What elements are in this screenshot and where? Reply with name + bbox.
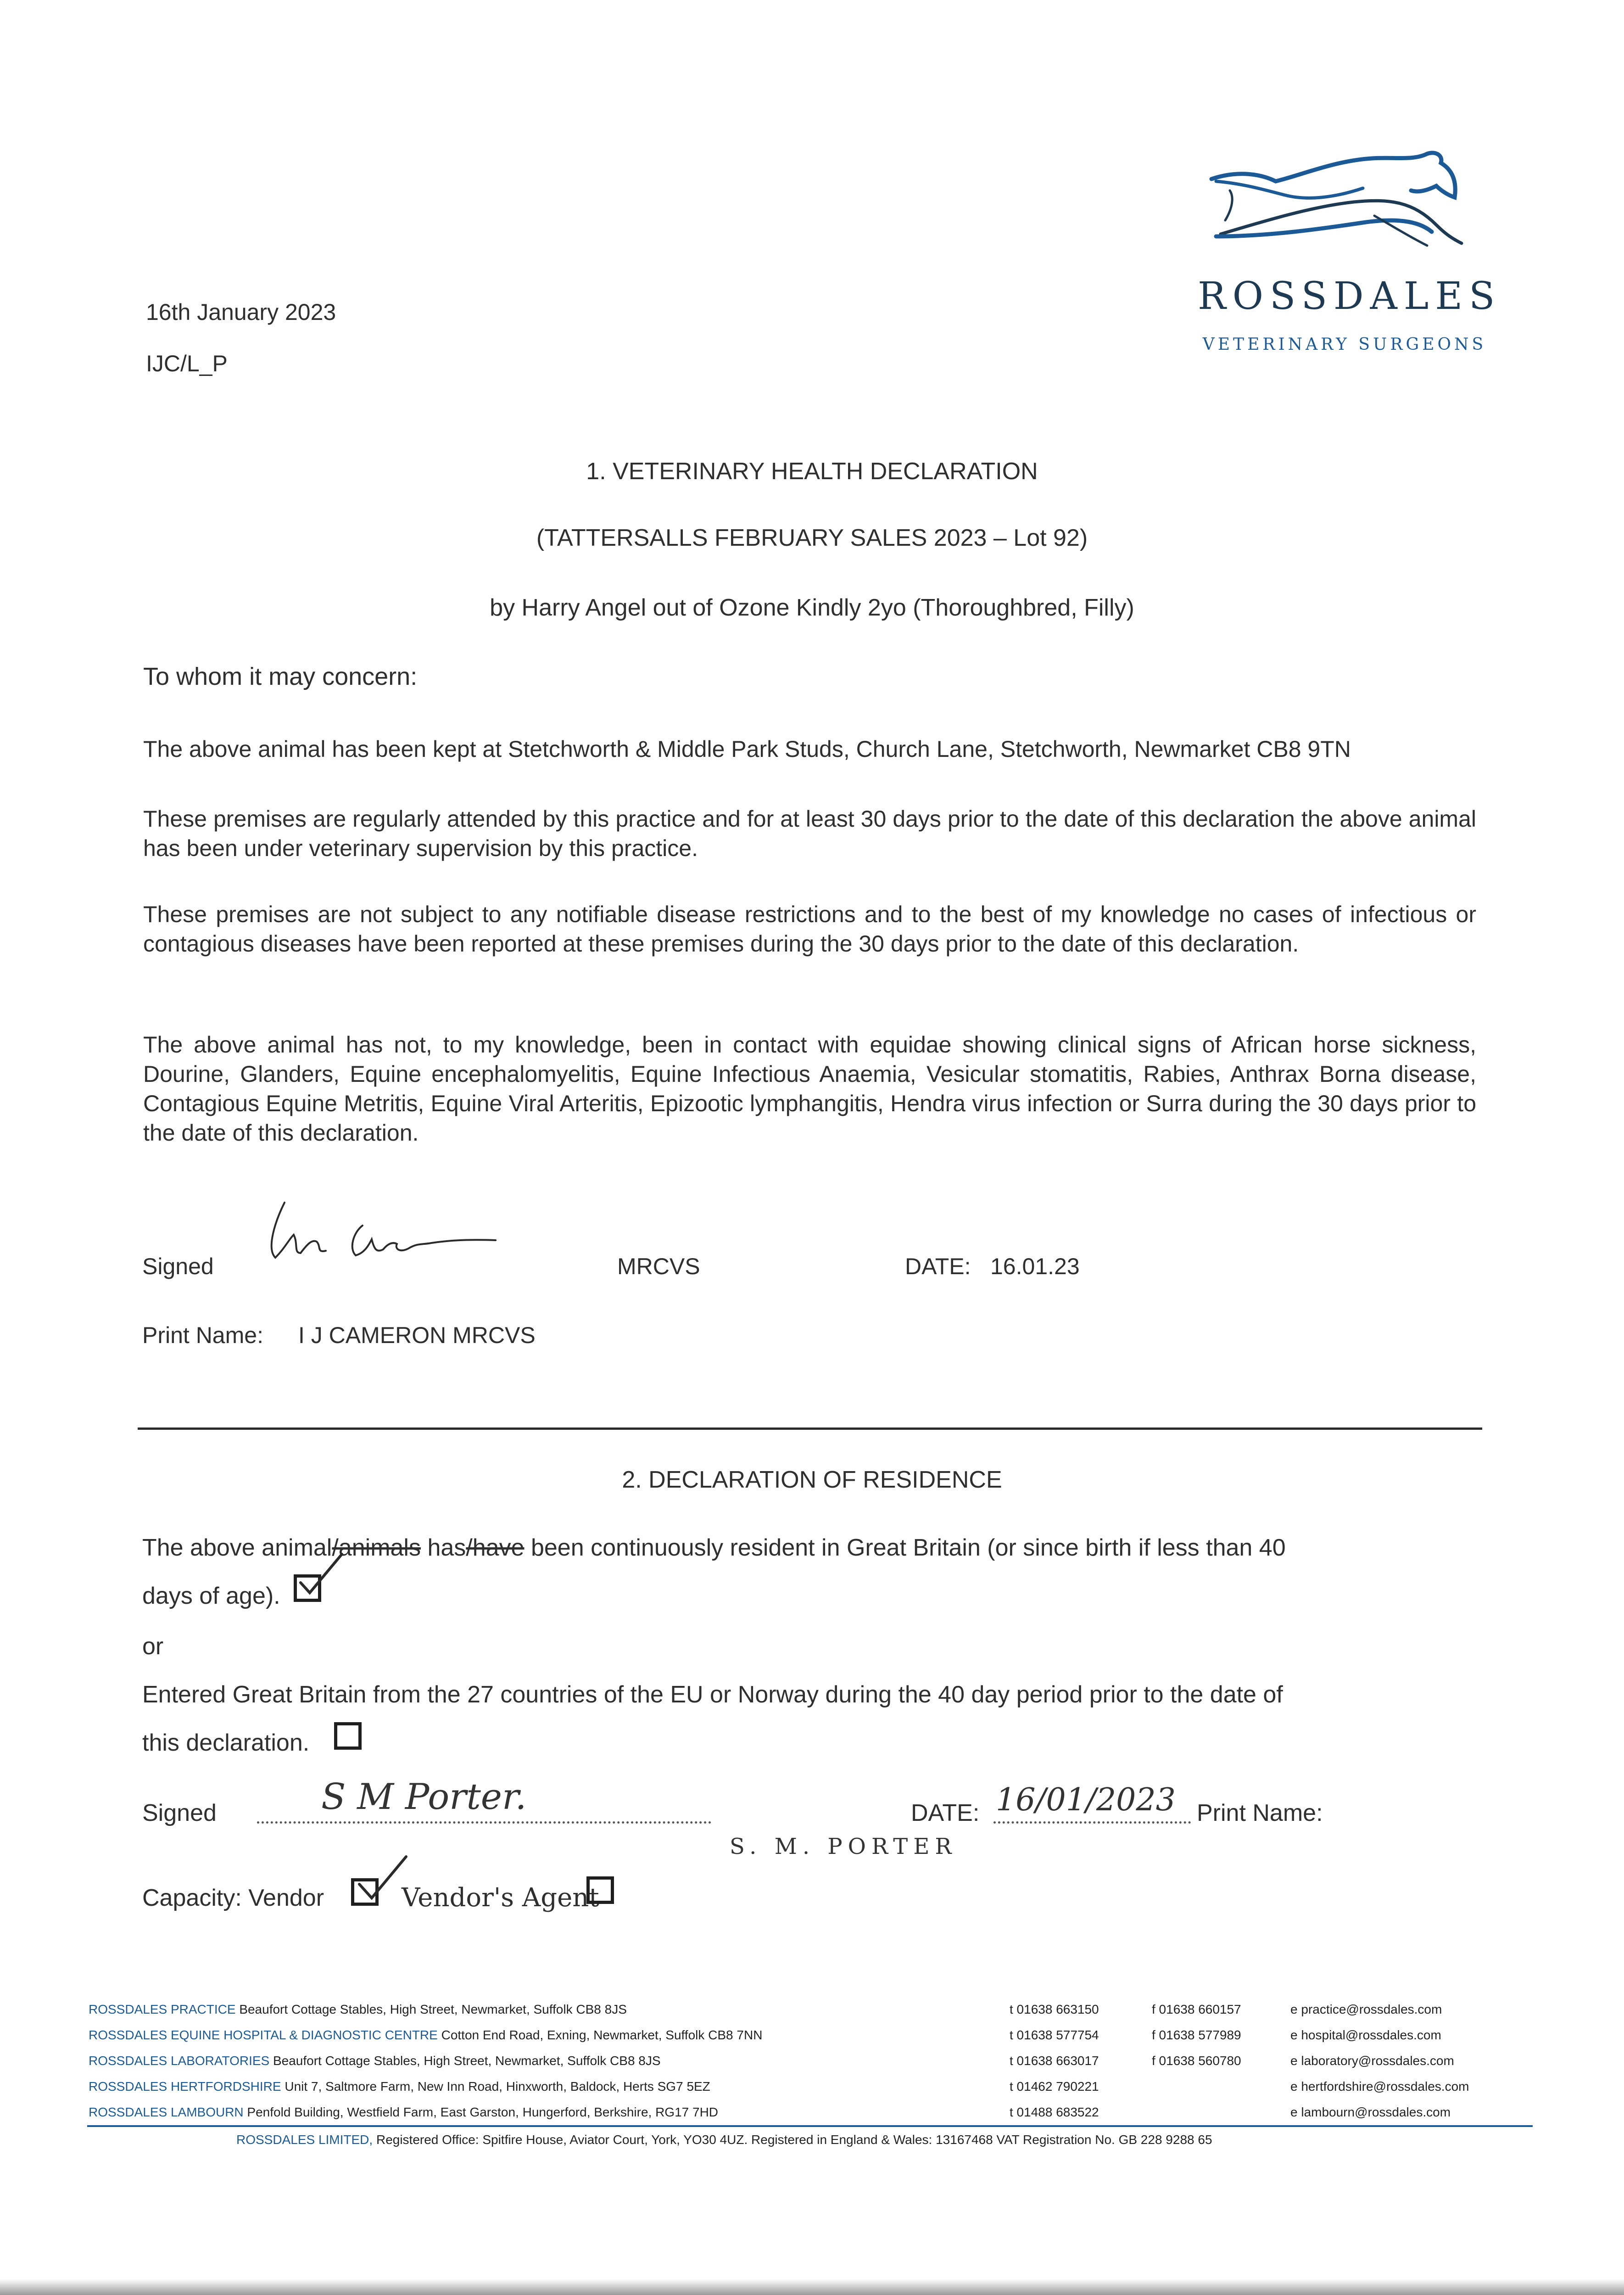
logo-subtitle: VETERINARY SURGEONS — [1202, 335, 1487, 354]
footer-address: Unit 7, Saltmore Farm, New Inn Road, Hinxworth, Baldock, Herts SG7 5EZ — [285, 2079, 710, 2093]
registered-text: Registered Office: Spitfire House, Aviator Court, York, YO30 4UZ. Registered in England & Wales: 13167468 VAT Registration No. GB 228 9288 65 — [376, 2133, 1212, 2147]
agent-checkbox[interactable] — [586, 1876, 614, 1904]
horse-head-logo-icon — [1198, 147, 1491, 285]
footer-address: Beaufort Cottage Stables, High Street, Newmarket, Suffolk CB8 8JS — [273, 2054, 661, 2068]
footer-address: Cotton End Road, Exning, Newmarket, Suffolk CB8 7NN — [441, 2028, 763, 2042]
footer-address: Penfold Building, Westfield Farm, East Garston, Hungerford, Berkshire, RG17 7HD — [247, 2105, 719, 2119]
residence-line1-b: has — [421, 1534, 466, 1561]
footer-row — [89, 2027, 762, 2043]
paragraph-supervision: These premises are regularly attended by this practice and for at least 30 days prior to the date of this declaration the above animal has been under veterinary supervision by this practice. — [143, 806, 1476, 861]
logo-name: ROSSDALES — [1198, 274, 1501, 318]
porter-signature: S M Porter. — [321, 1776, 527, 1818]
footer-tel: t 01488 683522 — [1010, 2105, 1099, 2119]
footer-address: Beaufort Cottage Stables, High Street, Newmarket, Suffolk CB8 8JS — [239, 2002, 627, 2016]
footer-label: ROSSDALES HERTFORDSHIRE — [89, 2079, 281, 2093]
entered-line: Entered Great Britain from the 27 countries of the EU or Norway during the 40 day period prior to the date of — [142, 1681, 1283, 1708]
section2-signed-label: Signed — [142, 1800, 217, 1826]
section-divider — [138, 1427, 1482, 1430]
footer-email[interactable]: e laboratory@rossdales.com — [1290, 2054, 1454, 2068]
entered-line-b: this declaration. — [142, 1730, 310, 1756]
footer-email[interactable]: e hospital@rossdales.com — [1290, 2028, 1441, 2042]
strike-have: /have — [466, 1534, 525, 1561]
footer-row — [89, 2078, 710, 2095]
section1-date-label: DATE: — [905, 1254, 971, 1279]
strike-animals: /animals — [332, 1534, 421, 1561]
footer-email[interactable]: e lambourn@rossdales.com — [1290, 2105, 1451, 2119]
paragraph-restrictions: These premises are not subject to any notifiable disease restrictions and to the best of my knowledge no cases of infectious or contagious diseases have been reported at these premises during the 30 days prior to the date of this declaration. — [143, 901, 1476, 957]
footer-registered — [236, 2132, 1212, 2148]
vendors-agent-label: Vendor's Agent — [402, 1883, 599, 1913]
or-label: or — [142, 1633, 164, 1660]
print-name-value: I J CAMERON MRCVS — [298, 1322, 536, 1348]
animal-description: by Harry Angel out of Ozone Kindly 2yo (Thoroughbred, Filly) — [490, 594, 1134, 621]
entered-checkbox[interactable] — [334, 1722, 362, 1750]
footer-label: ROSSDALES LABORATORIES — [89, 2054, 270, 2068]
capacity-vendor-label: Capacity: Vendor — [142, 1885, 324, 1911]
footer-fax: f 01638 577989 — [1152, 2028, 1241, 2042]
vet-signature — [257, 1189, 532, 1271]
footer-row — [89, 2104, 718, 2121]
footer-label: ROSSDALES LAMBOURN — [89, 2105, 244, 2119]
footer-tel: t 01638 663150 — [1010, 2002, 1099, 2016]
letter-date: 16th January 2023 — [146, 299, 336, 325]
salutation: To whom it may concern: — [143, 663, 418, 690]
residence-line1-d: days of age). — [142, 1583, 280, 1609]
footer-row — [89, 2053, 661, 2069]
section2-date-value: 16/01/2023 — [996, 1782, 1176, 1818]
rossdales-logo — [1198, 147, 1501, 318]
section1-title: 1. VETERINARY HEALTH DECLARATION — [586, 458, 1038, 485]
footer-label: ROSSDALES PRACTICE — [89, 2002, 236, 2016]
limited-label: ROSSDALES LIMITED, — [236, 2133, 373, 2147]
paragraph-premises: The above animal has been kept at Stetchworth & Middle Park Studs, Church Lane, Stetchworth, Newmarket CB8 9TN — [143, 736, 1351, 762]
section2-print-name-label: Print Name: — [1197, 1800, 1323, 1826]
section1-subtitle: (TATTERSALLS FEBRUARY SALES 2023 – Lot 92) — [536, 525, 1088, 551]
residence-line1-c: been continuously resident in Great Britain (or since birth if less than 40 — [524, 1534, 1286, 1561]
mrcvs-label: MRCVS — [617, 1254, 700, 1279]
print-name-label: Print Name: — [142, 1322, 263, 1348]
footer-fax: f 01638 660157 — [1152, 2002, 1241, 2016]
footer-tel: t 01462 790221 — [1010, 2079, 1099, 2093]
footer-email[interactable]: e hertfordshire@rossdales.com — [1290, 2079, 1469, 2093]
date-line — [993, 1821, 1191, 1824]
footer-email[interactable]: e practice@rossdales.com — [1290, 2002, 1442, 2016]
signature-line — [257, 1821, 711, 1824]
reference-code: IJC/L_P — [146, 351, 228, 376]
signed-label: Signed — [142, 1254, 214, 1279]
footer-label: ROSSDALES EQUINE HOSPITAL & DIAGNOSTIC CENTRE — [89, 2028, 438, 2042]
footer-divider — [87, 2125, 1533, 2127]
section1-date-value: 16.01.23 — [990, 1254, 1080, 1279]
section2-date-label: DATE: — [911, 1800, 980, 1826]
footer-tel: t 01638 663017 — [1010, 2054, 1099, 2068]
footer-tel: t 01638 577754 — [1010, 2028, 1099, 2042]
section2-print-name-value: S. M. PORTER — [730, 1834, 957, 1859]
footer-row — [89, 2001, 627, 2018]
residence-line1-a: The above animal — [142, 1534, 332, 1561]
resident-tick-icon — [296, 1551, 346, 1601]
footer-fax: f 01638 560780 — [1152, 2054, 1241, 2068]
scan-edge — [0, 2279, 1624, 2295]
paragraph-contact: The above animal has not, to my knowledge, been in contact with equidae showing clinical signs of African horse sickness, Dourine, Glanders, Equine encephalomyelitis, Equine Infectious Anaemia, Vesicular stomatitis, Rabies, Anthrax Borna disease, Contagious Equine Metritis, Equine Viral Arteritis, Epizootic lymphangitis, Hendra virus infection or Surra during the 30 days prior to the date of this declaration. — [143, 1032, 1476, 1146]
section2-title: 2. DECLARATION OF RESIDENCE — [622, 1467, 1002, 1493]
